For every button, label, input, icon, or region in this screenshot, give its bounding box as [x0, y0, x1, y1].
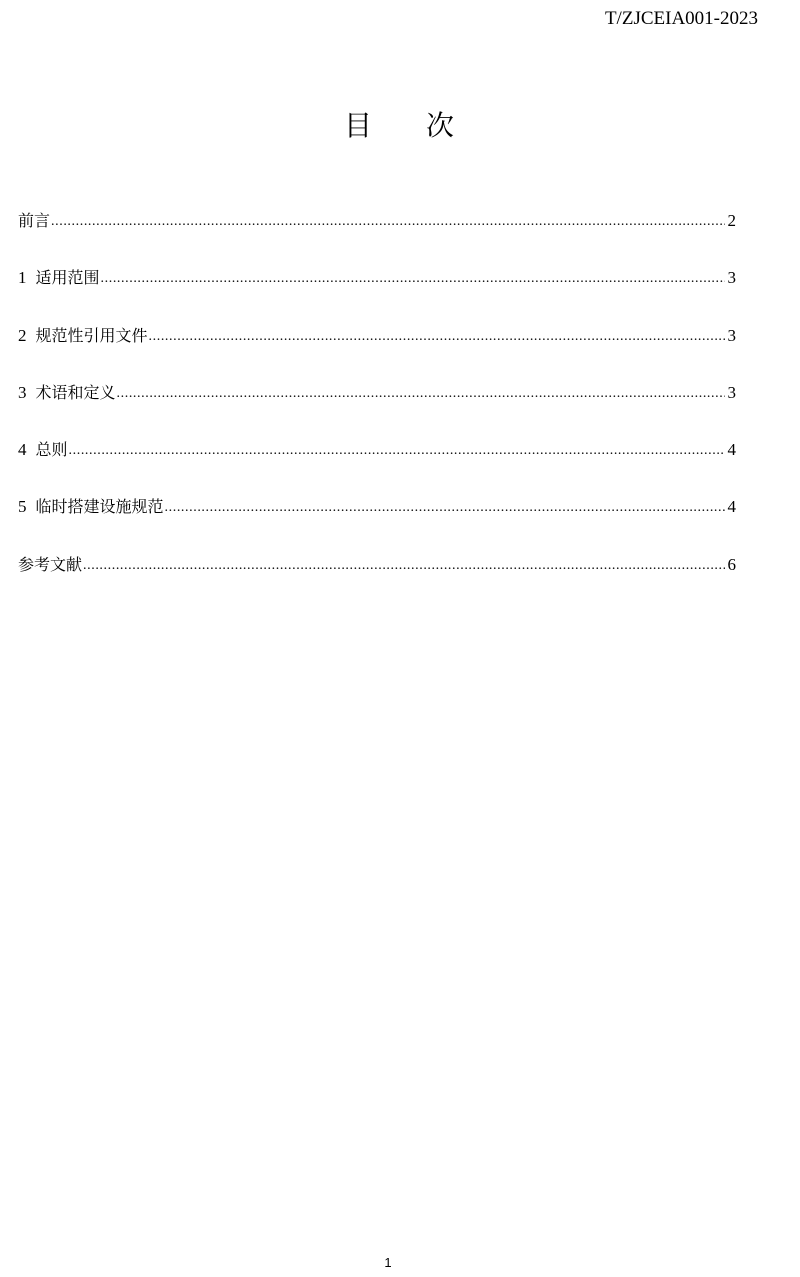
dot-leader [69, 438, 725, 464]
dot-leader [101, 266, 725, 292]
toc-entry-number: 2 [18, 325, 27, 345]
dot-leader [165, 495, 725, 521]
toc-entry-number: 4 [18, 440, 27, 460]
toc-entry-page: 3 [727, 325, 736, 345]
toc-entry-temporary-facilities[interactable] [18, 494, 736, 551]
table-of-contents [18, 208, 736, 609]
toc-entry-page: 4 [727, 440, 736, 460]
toc-entry-terms-definitions[interactable] [18, 380, 736, 437]
toc-entry-number: 5 [18, 497, 27, 517]
toc-entry-title: 参考文献 [18, 554, 83, 574]
dot-leader [83, 553, 725, 579]
toc-entry-normative-references[interactable] [18, 323, 736, 380]
document-code: T/ZJCEIA001-2023 [604, 8, 758, 29]
toc-heading [0, 104, 800, 144]
toc-entry-title: 临时搭建设施规范 [35, 497, 164, 517]
toc-entry-number: 1 [18, 268, 27, 288]
toc-entry-scope[interactable] [18, 265, 736, 322]
toc-entry-page: 3 [727, 382, 736, 402]
toc-entry-bibliography[interactable] [18, 552, 736, 609]
toc-entry-title: 规范性引用文件 [35, 325, 148, 345]
toc-entry-number: 3 [18, 382, 27, 402]
toc-entry-title: 前言 [18, 211, 51, 230]
dot-leader [117, 381, 725, 407]
toc-heading-char-2: 次 [426, 109, 457, 142]
page-number: 1 [384, 1255, 392, 1270]
toc-entry-page: 4 [727, 497, 736, 517]
toc-heading-char-1: 目 [343, 109, 374, 142]
toc-entry-title: 总则 [35, 440, 68, 460]
toc-entry-title: 适用范围 [35, 268, 100, 288]
toc-entry-title: 术语和定义 [35, 382, 116, 402]
dot-leader [149, 324, 725, 350]
toc-entry-page: 6 [727, 554, 736, 574]
toc-entry-page: 2 [727, 211, 736, 230]
toc-entry-general[interactable] [18, 437, 736, 494]
dot-leader [51, 209, 725, 235]
toc-entry-page: 3 [727, 268, 736, 288]
toc-entry-foreword[interactable] [18, 208, 736, 265]
